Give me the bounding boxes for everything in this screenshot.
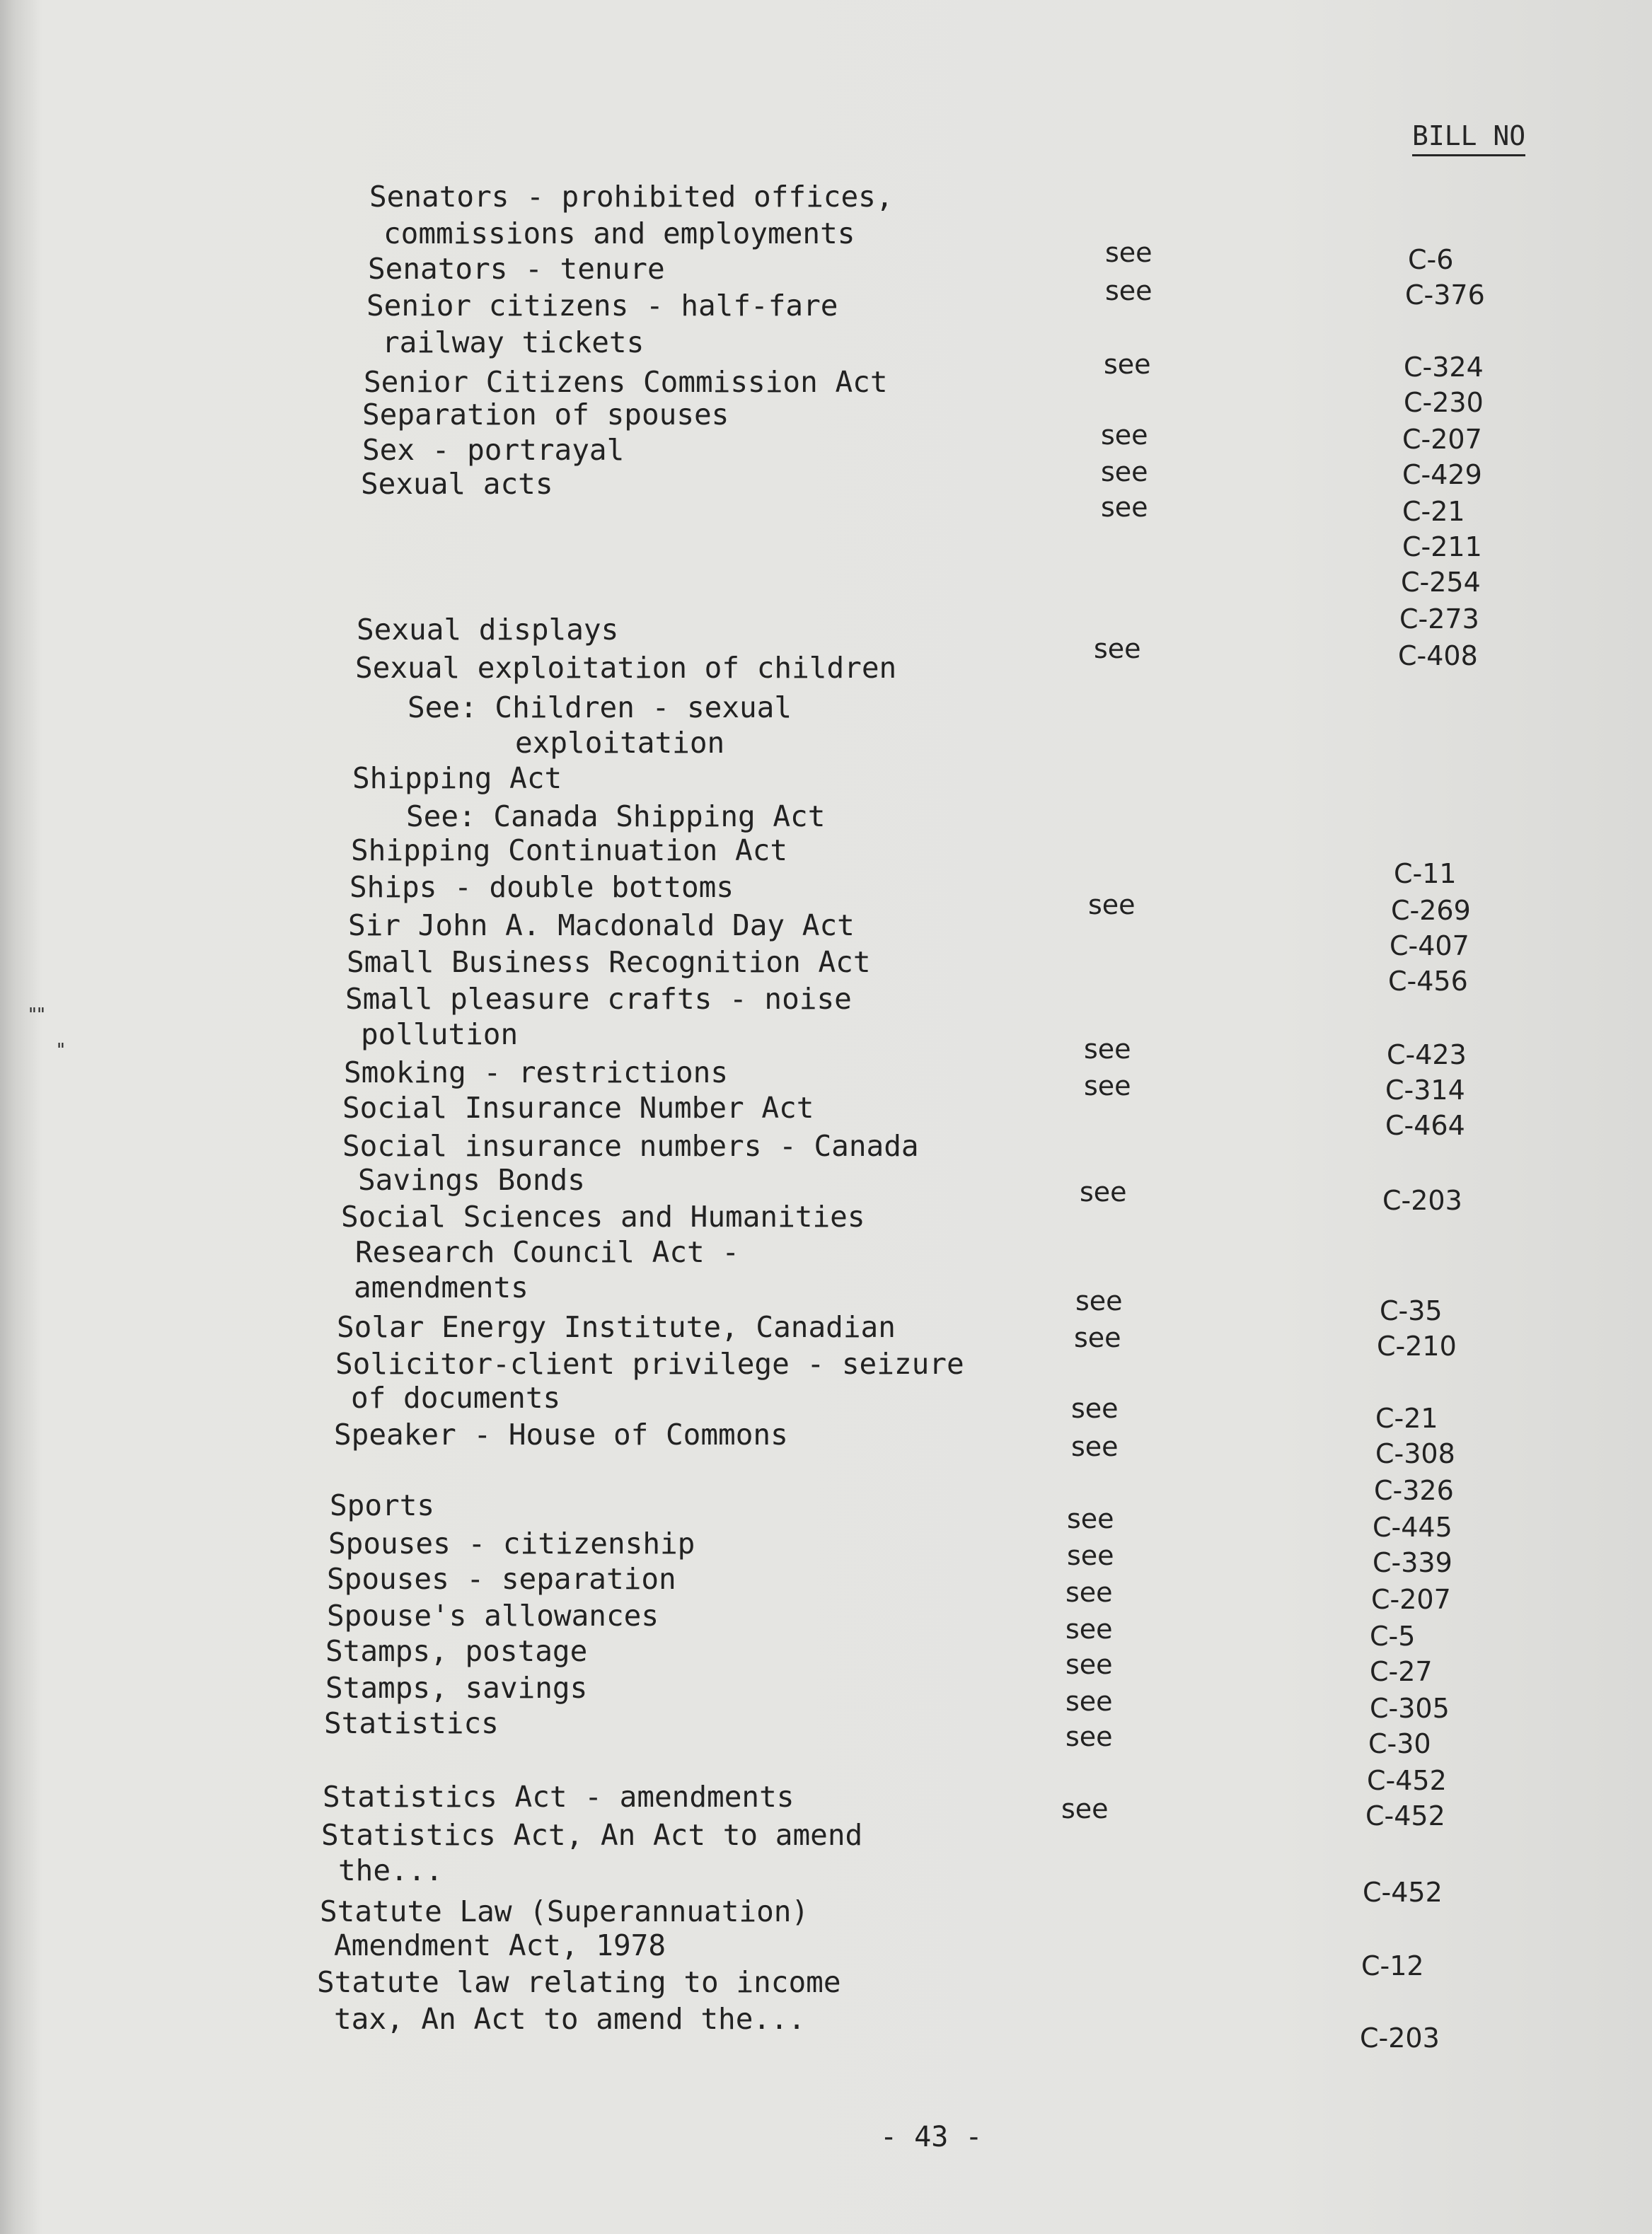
index-entry: Shipping Act — [352, 761, 562, 795]
bill-number: C-273 — [1399, 603, 1479, 635]
see-label: see — [1104, 349, 1151, 380]
see-label: see — [1071, 1431, 1119, 1462]
bill-number: C-210 — [1377, 1331, 1457, 1362]
index-entry: Ships - double bottoms — [350, 870, 734, 904]
gutter-mark: " — [57, 1040, 65, 1061]
index-entry: amendments — [354, 1271, 528, 1304]
bill-number: C-326 — [1374, 1475, 1454, 1506]
index-entry: Senators - prohibited offices, — [369, 180, 894, 214]
see-label: see — [1101, 419, 1148, 451]
bill-number: C-6 — [1408, 244, 1454, 275]
bill-number: C-314 — [1385, 1075, 1465, 1106]
see-label: see — [1065, 1577, 1113, 1608]
index-entry: Statistics Act, An Act to amend — [321, 1818, 863, 1852]
index-entry: Spouses - separation — [327, 1562, 676, 1596]
index-entry: the... — [338, 1853, 444, 1887]
see-label: see — [1075, 1285, 1123, 1316]
see-label: see — [1105, 237, 1153, 268]
bill-number: C-269 — [1391, 895, 1471, 926]
see-label: see — [1084, 1070, 1131, 1101]
index-entry: Research Council Act - — [355, 1235, 740, 1269]
bill-number: C-339 — [1373, 1547, 1452, 1578]
see-label: see — [1074, 1322, 1121, 1353]
index-entry: Senior citizens - half-fare — [366, 289, 838, 323]
bill-number: C-211 — [1402, 531, 1482, 562]
index-entry: Sexual exploitation of children — [355, 651, 897, 685]
index-entry: Smoking - restrictions — [344, 1055, 729, 1089]
index-entry: Statistics Act - amendments — [323, 1780, 795, 1814]
bill-number: C-429 — [1402, 459, 1482, 490]
index-entry: Social Insurance Number Act — [342, 1091, 814, 1125]
bill-number: C-452 — [1367, 1765, 1447, 1796]
bill-number: C-407 — [1390, 930, 1469, 961]
bill-number: C-5 — [1370, 1621, 1416, 1652]
index-entry: Statute Law (Superannuation) — [320, 1894, 809, 1928]
bill-number: C-445 — [1373, 1512, 1452, 1543]
index-entry: of documents — [351, 1381, 561, 1415]
bill-number: C-423 — [1387, 1039, 1467, 1070]
bill-number: C-27 — [1370, 1656, 1433, 1687]
index-entry: Savings Bonds — [358, 1163, 585, 1197]
bill-number: C-21 — [1375, 1403, 1438, 1434]
index-entry: Sex - portrayal — [362, 433, 625, 467]
gutter-mark: "" — [28, 1005, 45, 1026]
index-entry: Sexual acts — [361, 467, 553, 501]
index-entry: Shipping Continuation Act — [351, 833, 788, 867]
bill-number: C-11 — [1394, 858, 1457, 889]
see-label: see — [1065, 1614, 1113, 1645]
bill-number: C-464 — [1385, 1110, 1465, 1141]
bill-number: C-207 — [1371, 1584, 1451, 1615]
index-entry: Stamps, savings — [325, 1671, 588, 1705]
index-entry: Spouses - citizenship — [328, 1527, 695, 1561]
bill-number: C-456 — [1388, 966, 1468, 997]
index-entry: exploitation — [515, 726, 725, 760]
bill-number: C-30 — [1368, 1728, 1431, 1759]
index-entry: Speaker - House of Commons — [334, 1418, 788, 1452]
index-entry: Small pleasure crafts - noise — [345, 982, 852, 1016]
see-label: see — [1065, 1686, 1113, 1717]
bill-number: C-305 — [1370, 1693, 1450, 1724]
index-entry: See: Children - sexual — [408, 690, 792, 724]
index-entry: Statute law relating to income — [317, 1965, 841, 1999]
index-entry: Social Sciences and Humanities — [341, 1200, 865, 1234]
bill-number: C-35 — [1380, 1295, 1443, 1326]
index-entry: Stamps, postage — [325, 1634, 588, 1668]
index-entry: Small Business Recognition Act — [347, 945, 871, 979]
see-label: see — [1061, 1793, 1109, 1824]
see-label: see — [1080, 1176, 1127, 1208]
see-label: see — [1071, 1393, 1119, 1424]
see-label: see — [1088, 889, 1136, 920]
index-entry: railway tickets — [382, 325, 645, 359]
index-entry: Sports — [330, 1488, 435, 1522]
bill-number: C-376 — [1405, 279, 1485, 311]
index-entry: Sir John A. Macdonald Day Act — [348, 908, 855, 942]
bill-number: C-324 — [1404, 352, 1484, 383]
bill-number: C-203 — [1382, 1185, 1462, 1216]
index-entry: Senior Citizens Commission Act — [364, 365, 888, 399]
bill-number: C-21 — [1402, 496, 1465, 527]
bill-number: C-207 — [1402, 424, 1482, 455]
index-entry: Statistics — [324, 1706, 499, 1740]
index-entry: Separation of spouses — [362, 398, 729, 432]
see-label: see — [1065, 1649, 1113, 1680]
see-label: see — [1067, 1503, 1114, 1534]
bill-number: C-230 — [1404, 387, 1484, 418]
index-entry: Sexual displays — [357, 613, 619, 647]
bill-number: C-408 — [1398, 640, 1478, 671]
index-entry: Solicitor-client privilege - seizure — [335, 1347, 964, 1381]
bill-number: C-452 — [1363, 1877, 1443, 1908]
bill-number: C-12 — [1361, 1950, 1424, 1981]
see-label: see — [1067, 1540, 1114, 1571]
index-entry: pollution — [361, 1017, 519, 1051]
index-entry: tax, An Act to amend the... — [334, 2002, 806, 2036]
index-entry: Senators - tenure — [368, 252, 665, 286]
see-label: see — [1105, 275, 1153, 306]
index-entry: commissions and employments — [383, 216, 855, 250]
index-entry: Social insurance numbers - Canada — [342, 1129, 919, 1163]
page-number: - 43 - — [880, 2121, 983, 2153]
see-label: see — [1084, 1034, 1131, 1065]
index-entry: Solar Energy Institute, Canadian — [337, 1310, 896, 1344]
index-entry: Spouse's allowances — [327, 1599, 659, 1633]
see-label: see — [1094, 633, 1141, 664]
bill-no-header: BILL NO — [1412, 120, 1525, 156]
see-label: see — [1101, 456, 1148, 487]
see-label: see — [1065, 1721, 1113, 1752]
bill-number: C-203 — [1360, 2022, 1440, 2054]
index-entry: Amendment Act, 1978 — [334, 1928, 666, 1962]
bill-number: C-452 — [1365, 1800, 1445, 1831]
see-label: see — [1101, 492, 1148, 523]
index-entry: See: Canada Shipping Act — [406, 799, 826, 833]
bill-number: C-254 — [1401, 567, 1481, 598]
bill-number: C-308 — [1375, 1438, 1455, 1469]
